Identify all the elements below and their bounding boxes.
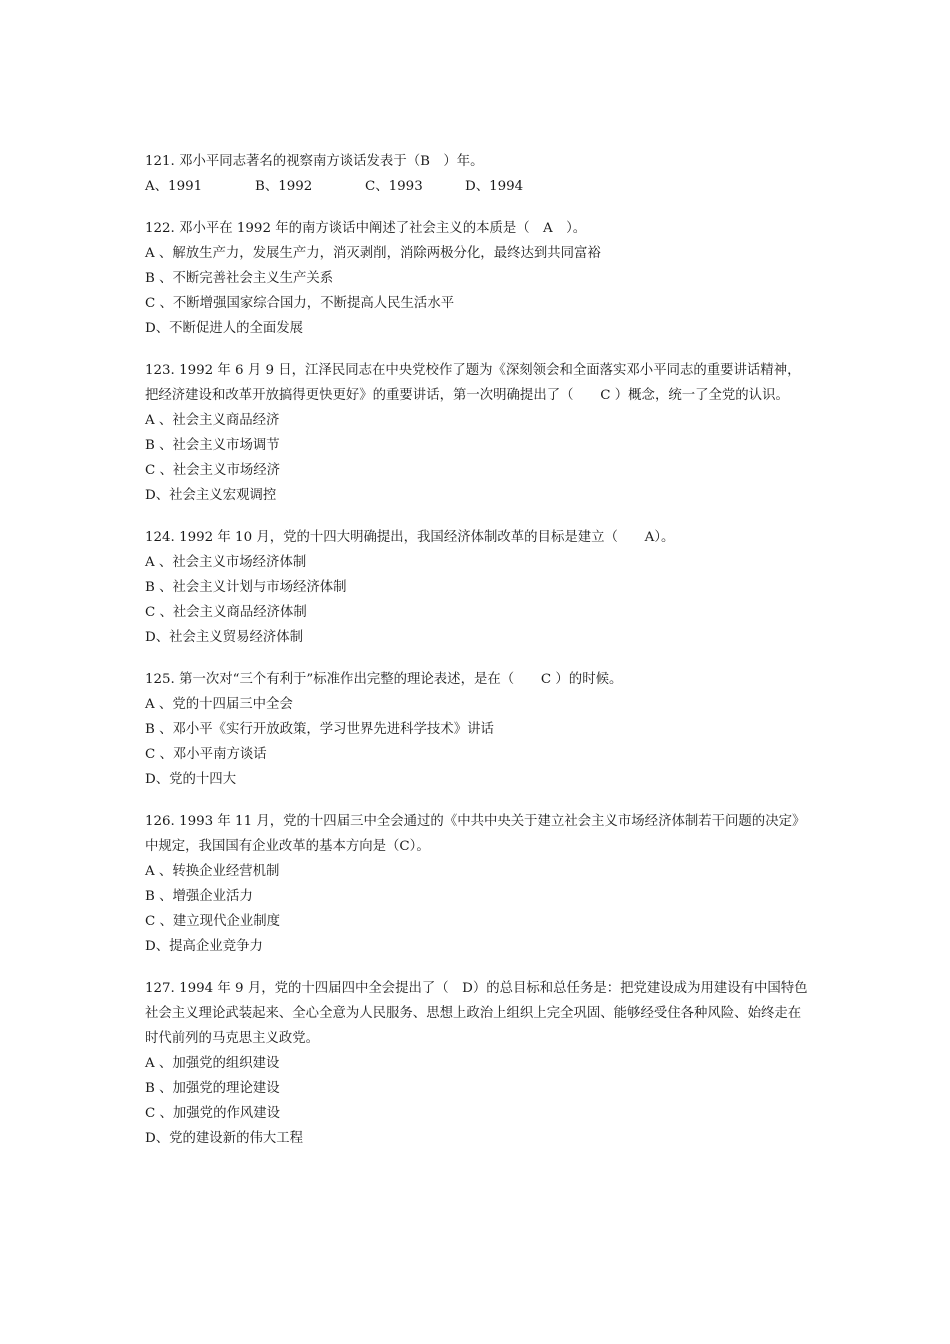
- question-127: [145, 976, 813, 1151]
- question-stem: 126. 1993 年 11 月，党的十四届三中全会通过的《中共中央关于建立社会主义市场经济体制若干问题的决定》中规定，我国国有企业改革的基本方向是（C）。: [145, 814, 806, 854]
- option-b: B 、增强企业活力: [145, 889, 253, 904]
- option-c: C 、建立现代企业制度: [145, 914, 281, 929]
- option-c: C、1993: [365, 179, 423, 194]
- option-c: C 、加强党的作风建设: [145, 1106, 281, 1121]
- option-d: D、党的建设新的伟大工程: [145, 1131, 304, 1146]
- option-a: A 、社会主义市场经济体制: [145, 555, 307, 570]
- question-stem: 123. 1992 年 6 月 9 日，江泽民同志在中央党校作了题为《深刻领会和全面落实邓小平同志的重要讲话精神，把经济建设和改革开放搞得更快更好》的重要讲话，第一次明确提出了（ C ）概念，统一了全党的认识。: [145, 363, 801, 403]
- option-d: D、社会主义宏观调控: [145, 488, 277, 503]
- option-b: B 、不断完善社会主义生产关系: [145, 271, 334, 286]
- option-row: [145, 174, 813, 199]
- option-d: D、党的十四大: [145, 772, 237, 787]
- option-b: B 、社会主义计划与市场经济体制: [145, 580, 347, 595]
- option-c: C 、社会主义市场经济: [145, 463, 281, 478]
- question-126: [145, 809, 813, 959]
- option-b: B 、加强党的理论建设: [145, 1081, 280, 1096]
- question-124: [145, 525, 813, 650]
- option-d: D、不断促进人的全面发展: [145, 321, 304, 336]
- option-b: B 、邓小平《实行开放政策，学习世界先进科学技术》讲话: [145, 722, 494, 737]
- option-d: D、社会主义贸易经济体制: [145, 630, 304, 645]
- question-122: [145, 216, 813, 341]
- question-125: [145, 667, 813, 792]
- option-c: C 、邓小平南方谈话: [145, 747, 267, 762]
- option-a: A 、党的十四届三中全会: [145, 697, 293, 712]
- question-123: [145, 358, 813, 508]
- question-121: [145, 149, 813, 199]
- option-b: B 、社会主义市场调节: [145, 438, 280, 453]
- option-d: D、提高企业竞争力: [145, 939, 263, 954]
- question-stem: 122. 邓小平在 1992 年的南方谈话中阐述了社会主义的本质是（ A ）。: [145, 221, 587, 236]
- option-d: D、1994: [465, 179, 524, 194]
- document-page: [145, 149, 813, 1168]
- option-c: C 、不断增强国家综合国力，不断提高人民生活水平: [145, 296, 455, 311]
- option-a: A 、转换企业经营机制: [145, 864, 280, 879]
- option-a: A 、加强党的组织建设: [145, 1056, 280, 1071]
- option-a: A 、解放生产力，发展生产力，消灭剥削，消除两极分化，最终达到共同富裕: [145, 246, 601, 261]
- question-stem: 124. 1992 年 10 月，党的十四大明确提出，我国经济体制改革的目标是建立（ A）。: [145, 530, 675, 545]
- question-stem: 121. 邓小平同志著名的视察南方谈话发表于（B ）年。: [145, 154, 484, 169]
- question-stem: 125. 第一次对“三个有利于”标准作出完整的理论表述，是在（ C ）的时候。: [145, 672, 623, 687]
- option-c: C 、社会主义商品经济体制: [145, 605, 307, 620]
- question-stem: 127. 1994 年 9 月，党的十四届四中全会提出了（ D）的总目标和总任务是：把党建设成为用建设有中国特色社会主义理论武装起来、全心全意为人民服务、思想上政治上组织上完全巩固、能够经受住各种风险、始终走在时代前列的马克思主义政党。: [145, 981, 808, 1046]
- option-a: A 、社会主义商品经济: [145, 413, 280, 428]
- option-a: A、1991: [145, 179, 203, 194]
- option-b: B、1992: [255, 179, 313, 194]
